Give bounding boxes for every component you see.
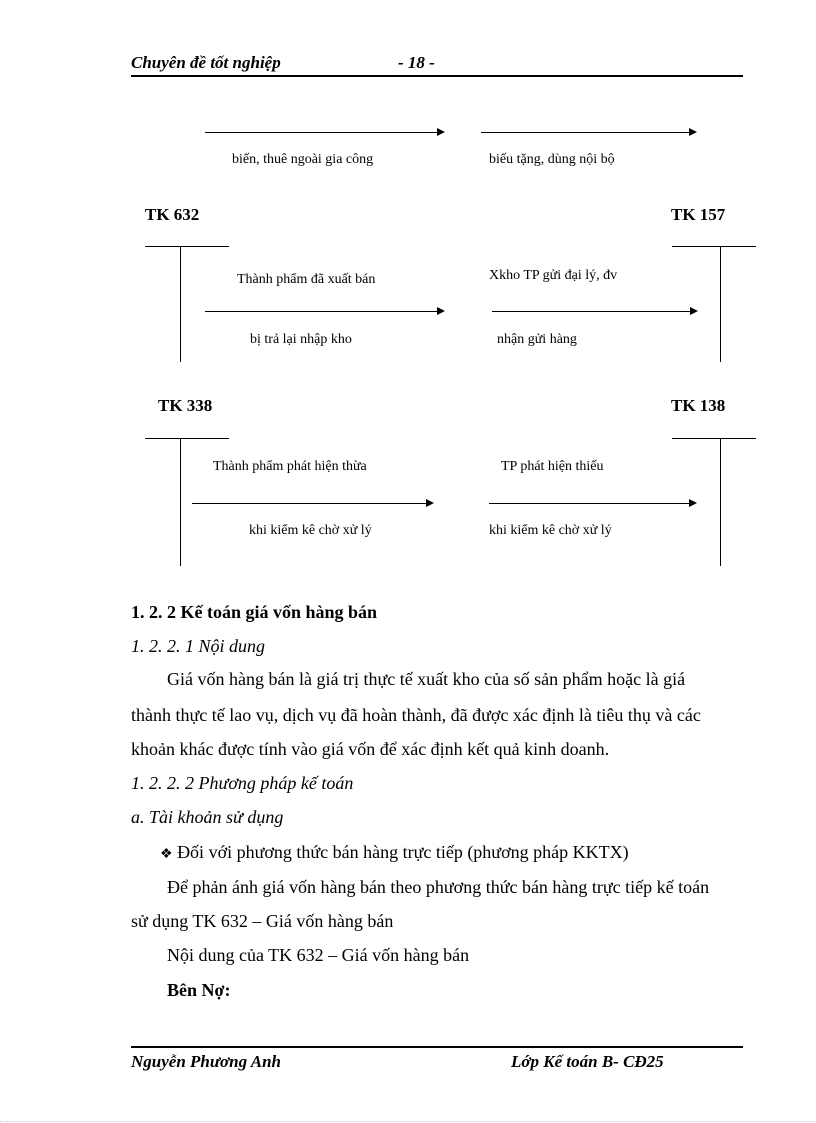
flow-label: bị trả lại nhập kho xyxy=(250,332,352,347)
t-account-line xyxy=(145,438,229,439)
arrow-top-left xyxy=(205,132,443,133)
flow-label: Thành phẩm phát hiện thừa xyxy=(213,459,367,474)
account-tk157: TK 157 xyxy=(671,205,726,224)
paragraph-line: khoản khác được tính vào giá vốn để xác định kết quả kinh doanh. xyxy=(131,739,610,759)
arrow xyxy=(192,503,432,504)
footer-author: Nguyễn Phương Anh xyxy=(131,1052,281,1071)
header-title: Chuyên đề tốt nghiệp xyxy=(131,53,281,72)
footer-class: Lớp Kế toán B- CĐ25 xyxy=(511,1052,664,1071)
bullet-item: ❖ Đối với phương thức bán hàng trực tiếp (phương pháp KKTX) xyxy=(160,842,629,862)
subsection-heading: a. Tài khoản sử dụng xyxy=(131,807,284,827)
paragraph-line: thành thực tế lao vụ, dịch vụ đã hoàn thành, đã được xác định là tiêu thụ và các xyxy=(131,705,701,725)
account-tk632: TK 632 xyxy=(145,205,200,224)
section-heading: 1. 2. 2 Kế toán giá vốn hàng bán xyxy=(131,602,378,622)
t-account-line xyxy=(672,246,756,247)
label-top-right: biếu tặng, dùng nội bộ xyxy=(489,152,615,167)
account-tk138: TK 138 xyxy=(671,396,726,415)
arrow xyxy=(489,503,695,504)
flow-label: Xkho TP gửi đại lý, đv xyxy=(489,268,618,283)
subsection-heading: 1. 2. 2. 2 Phương pháp kế toán xyxy=(131,773,354,793)
diamond-bullet-icon: ❖ xyxy=(160,847,173,862)
arrow xyxy=(205,311,443,312)
arrow xyxy=(492,311,696,312)
page-number: - 18 - xyxy=(398,53,435,72)
t-account-line xyxy=(180,246,181,362)
arrow-top-right xyxy=(481,132,695,133)
t-account-line xyxy=(720,246,721,362)
t-account-line xyxy=(180,438,181,566)
subsection-heading: 1. 2. 2. 1 Nội dung xyxy=(131,636,266,656)
flow-label: TP phát hiện thiếu xyxy=(501,459,604,474)
flow-label: khi kiểm kê chờ xử lý xyxy=(489,523,612,538)
flow-label: Thành phẩm đã xuất bán xyxy=(237,272,376,287)
paragraph-line: sử dụng TK 632 – Giá vốn hàng bán xyxy=(131,911,394,931)
page-edge xyxy=(0,1121,816,1122)
label-top-left: biến, thuê ngoài gia công xyxy=(232,152,374,167)
debit-side-label: Bên Nợ: xyxy=(167,980,231,1000)
paragraph-line: Giá vốn hàng bán là giá trị thực tế xuất kho của số sản phẩm hoặc là giá xyxy=(167,669,686,689)
t-account-line xyxy=(720,438,721,566)
t-account-line xyxy=(145,246,229,247)
flow-label: khi kiểm kê chờ xử lý xyxy=(249,523,372,538)
header-rule xyxy=(131,75,743,77)
paragraph-line: Nội dung của TK 632 – Giá vốn hàng bán xyxy=(167,945,470,965)
t-account-line xyxy=(672,438,756,439)
paragraph-line: Để phản ánh giá vốn hàng bán theo phương thức bán hàng trực tiếp kế toán xyxy=(167,877,710,897)
flow-label: nhận gửi hàng xyxy=(497,332,577,347)
footer-rule xyxy=(131,1046,743,1048)
account-tk338: TK 338 xyxy=(158,396,213,415)
